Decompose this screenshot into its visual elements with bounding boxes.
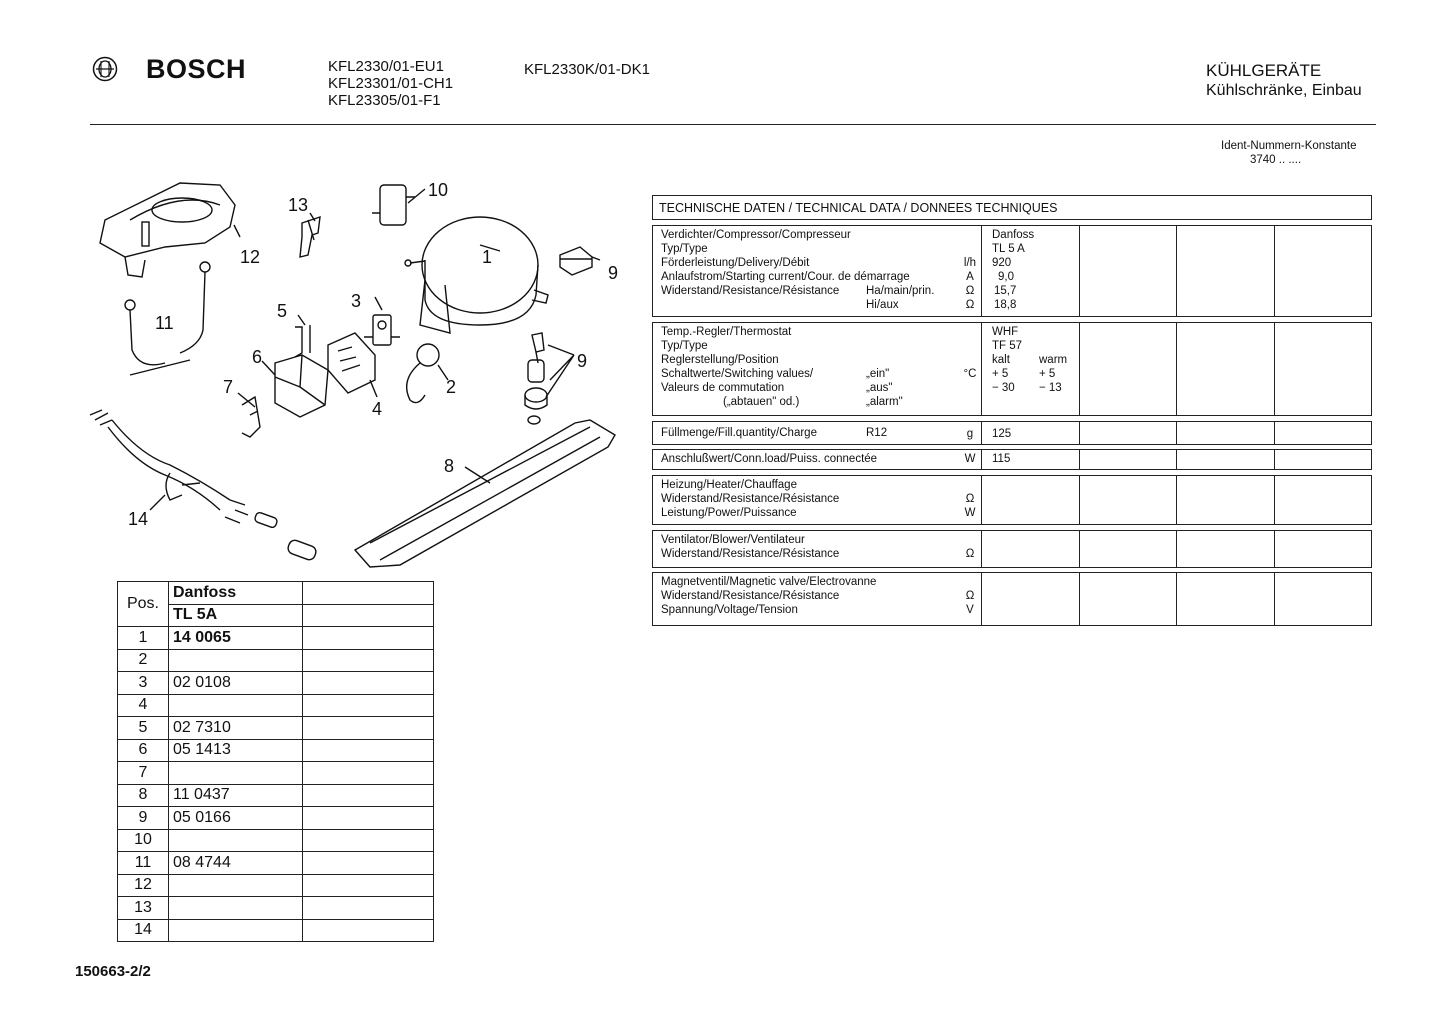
table-row: 10: [118, 829, 434, 852]
callout-11: 12: [240, 247, 261, 267]
header-rule: [90, 124, 1376, 125]
part-9-mounting-set-icon: [525, 333, 547, 424]
part-8-rail-icon: [355, 420, 615, 567]
table-row: 9 05 0166: [118, 807, 434, 830]
callout-7: 7: [223, 377, 234, 397]
document-number: 150663-2/2: [75, 963, 151, 980]
maker-header: Danfoss: [169, 582, 303, 605]
callout-3: 3: [351, 291, 362, 311]
model-eu: KFL2330/01-EU1: [328, 58, 444, 75]
callout-4: 4: [372, 399, 383, 419]
part-13-clip-icon: [300, 217, 320, 257]
table-row: 13: [118, 897, 434, 920]
tech-valve-block: Magnetventil/Magnetic valve/Electrovanne Widerstand/Resistance/Résistance Spannung/Voltage/Tension Ω V: [652, 572, 1372, 626]
callout-13: 13: [288, 195, 309, 215]
table-row: 11 08 4744: [118, 852, 434, 875]
exploded-parts-diagram: [70, 165, 650, 580]
part-4-relay-block-icon: [328, 333, 375, 393]
tech-compressor-block: Verdichter/Compressor/Compresseur Typ/Type Förderleistung/Delivery/Débit Anlaufstrom/Starting current/Cour. de démarrage Widerstand/Resistance/Résistance Ha/main/prin. Hi/aux l/h A Ω Ω Danfoss TL 5 A 920 9,0 15,7 18,8: [652, 225, 1372, 317]
category-title: KÜHLGERÄTE: [1206, 61, 1322, 80]
table-row: 2: [118, 649, 434, 672]
callout-6: 6: [252, 347, 263, 367]
model-dk: KFL2330K/01-DK1: [524, 61, 650, 78]
part-9-grommet-icon: [560, 247, 592, 275]
callout-2: 2: [446, 377, 457, 397]
ident-block: [1221, 139, 1357, 167]
tech-blower-block: Ventilator/Blower/Ventilateur Widerstand/Resistance/Résistance Ω: [652, 530, 1372, 568]
category-block: [1206, 61, 1362, 101]
tech-thermostat-block: Temp.-Regler/Thermostat Typ/Type Reglerstellung/Position Schaltwerte/Switching values/ „ein" Valeurs de commutation „aus" („abtauen" od.) „alarm" °C WHF TF 57 kalt warm + 5 + 5 − 30 − 13: [652, 322, 1372, 416]
table-row: 12: [118, 874, 434, 897]
part-1-compressor-icon: [405, 217, 548, 333]
tech-connection-row: Anschlußwert/Conn.load/Puiss. connectée W 115: [652, 449, 1372, 470]
table-row: 4: [118, 694, 434, 717]
table-row: 5 02 7310: [118, 717, 434, 740]
brand-name: BOSCH: [146, 54, 247, 84]
part-5-bracket-icon: [295, 325, 310, 357]
table-row: 1 14 0065: [118, 627, 434, 650]
model-ch: KFL23301/01-CH1: [328, 75, 454, 92]
bosch-logo-icon: [92, 56, 118, 82]
tech-data-title: TECHNISCHE DATEN / TECHNICAL DATA / DONNEES TECHNIQUES: [652, 195, 1372, 220]
tech-fill-row: Füllmenge/Fill.quantity/Charge R12 g 125: [652, 421, 1372, 445]
callout-12: 11: [155, 313, 174, 333]
callout-9-top: 9: [608, 263, 619, 283]
ident-label: Ident-Nummern-Konstante: [1221, 140, 1357, 152]
part-2-cap-icon: [407, 344, 439, 403]
callout-10: 10: [428, 180, 449, 200]
type-header: TL 5A: [169, 604, 303, 627]
table-row: 3 02 0108: [118, 672, 434, 695]
parts-table: [117, 581, 434, 942]
callout-9-right: 9: [577, 351, 588, 371]
pos-header: Pos.: [118, 582, 169, 627]
table-row: 8 11 0437: [118, 784, 434, 807]
part-3-relay-icon: [364, 315, 400, 345]
category-subtitle: Kühlschränke, Einbau: [1206, 82, 1362, 99]
part-6-box-icon: [275, 355, 328, 417]
table-row: 7: [118, 762, 434, 785]
part-11-housing-icon: [100, 183, 235, 277]
ident-value: 3740 .. ....: [1250, 154, 1302, 166]
callout-8: 8: [444, 456, 455, 476]
callout-1: 1: [482, 247, 493, 267]
callout-14: 14: [128, 509, 149, 529]
part-10-capacitor-icon: [372, 185, 415, 225]
model-list: [328, 58, 453, 109]
model-f: KFL23305/01-F1: [328, 92, 441, 109]
tech-heater-block: Heizung/Heater/Chauffage Widerstand/Resistance/Résistance Leistung/Power/Puissance Ω W: [652, 475, 1372, 525]
part-14-cable-icon: [90, 410, 318, 561]
table-row: 14: [118, 919, 434, 942]
table-row: 6 05 1413: [118, 739, 434, 762]
callout-5: 5: [277, 301, 288, 321]
